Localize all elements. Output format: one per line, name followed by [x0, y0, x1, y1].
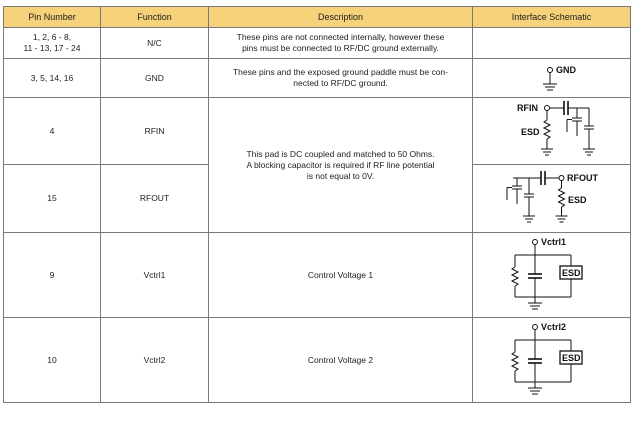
table-row — [4, 98, 631, 165]
pin-number-cell: 9 — [4, 233, 101, 318]
header-description: Description — [209, 7, 473, 28]
function-cell: N/C — [101, 28, 209, 59]
description-cell-shared: This pad is DC coupled and matched to 50 Ohms. A blocking capacitor is required if RF line potential is not equal to 0V. — [209, 98, 473, 233]
function-cell: Vctrl1 — [101, 233, 209, 318]
pin-number-cell: 4 — [4, 98, 101, 165]
description-cell: Control Voltage 1 — [209, 233, 473, 318]
header-interface-schematic: Interface Schematic — [473, 7, 631, 28]
schematic-cell-rfout — [473, 165, 631, 233]
table-row — [4, 28, 631, 59]
description-cell: These pins are not connected internally, however these pins must be connected to RF/DC ground externally. — [209, 28, 473, 59]
pin-number-cell: 3, 5, 14, 16 — [4, 59, 101, 98]
vctrl2-label: Vctrl2 — [541, 322, 567, 332]
function-cell: RFIN — [101, 98, 209, 165]
pin-number-cell: 1, 2, 6 - 8, 11 - 13, 17 - 24 — [4, 28, 101, 59]
function-cell: GND — [101, 59, 209, 98]
rfout-label: RFOUT — [567, 172, 598, 183]
header-pin-number: Pin Number — [4, 7, 101, 28]
vctrl2-schematic — [481, 318, 635, 402]
table-row — [4, 233, 631, 318]
vctrl1-schematic — [481, 233, 635, 317]
description-cell: Control Voltage 2 — [209, 318, 473, 403]
schematic-cell-rfin — [473, 98, 631, 165]
description-cell: These pins and the exposed ground paddle must be con- nected to RF/DC ground. — [209, 59, 473, 98]
table-row — [4, 59, 631, 98]
rfout-esd-label: ESD — [568, 194, 587, 205]
schematic-cell-gnd — [473, 59, 631, 98]
schematic-cell-vctrl1 — [473, 233, 631, 318]
vctrl1-esd-label: ESD — [562, 268, 581, 278]
schematic-cell-empty — [473, 28, 631, 59]
function-cell: RFOUT — [101, 165, 209, 233]
header-function: Function — [101, 7, 209, 28]
gnd-label: GND — [556, 65, 576, 75]
table-header-row — [4, 7, 631, 28]
table-row — [4, 318, 631, 403]
schematic-cell-vctrl2 — [473, 318, 631, 403]
pin-number-cell: 15 — [4, 165, 101, 233]
rfout-schematic — [481, 166, 635, 232]
gnd-schematic — [481, 59, 635, 97]
rfin-label: RFIN — [517, 103, 538, 113]
pin-description-table — [3, 6, 631, 403]
vctrl2-esd-label: ESD — [562, 353, 581, 363]
pin-number-cell: 10 — [4, 318, 101, 403]
vctrl1-label: Vctrl1 — [541, 237, 567, 247]
rfin-esd-label: ESD — [521, 127, 540, 137]
rfin-schematic — [481, 98, 635, 164]
function-cell: Vctrl2 — [101, 318, 209, 403]
